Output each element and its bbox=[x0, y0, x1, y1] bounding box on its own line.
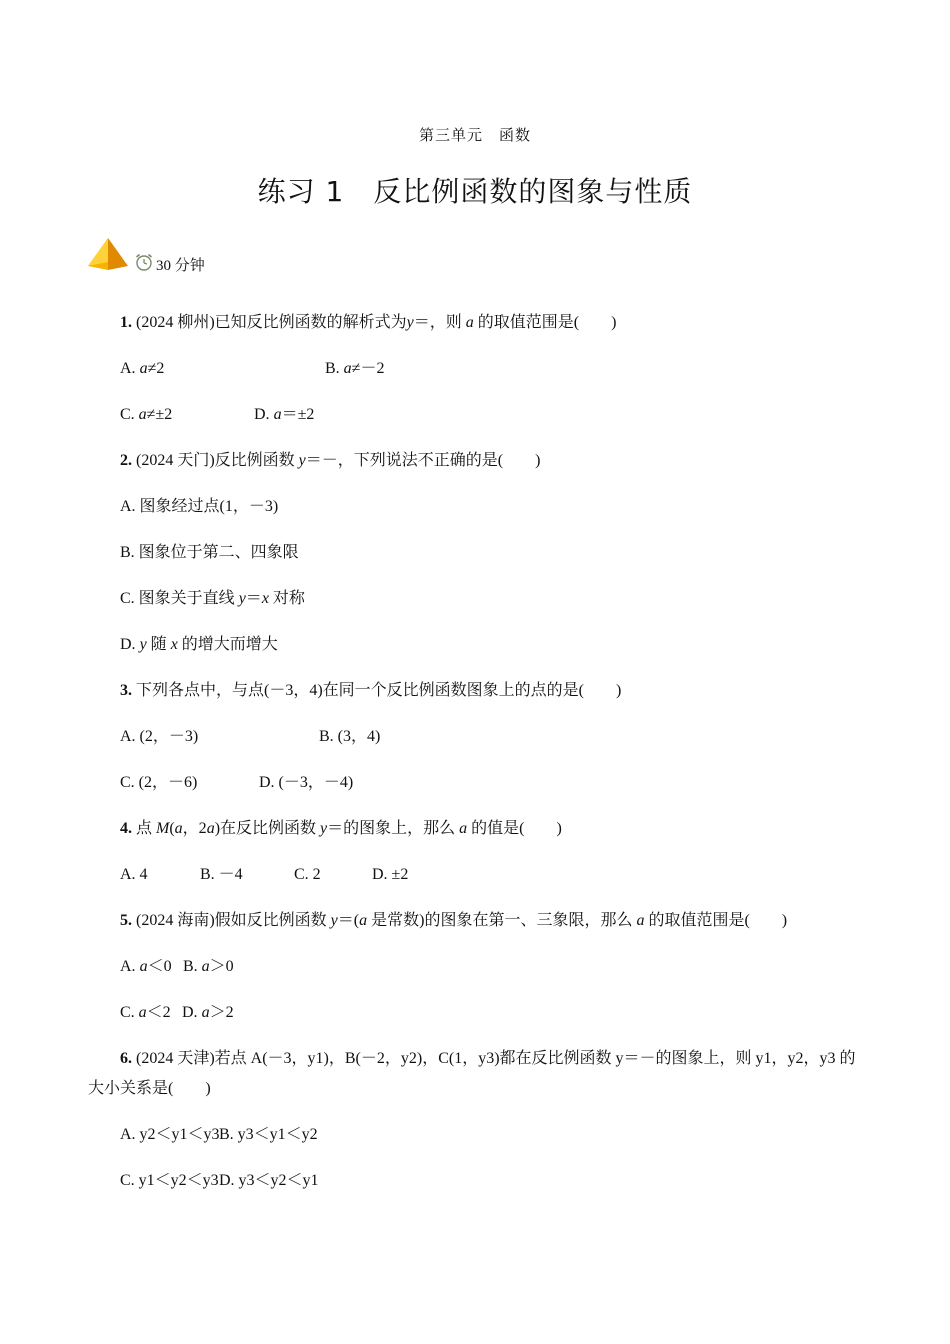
question-3 bbox=[120, 680, 621, 702]
question-number: 6. bbox=[120, 1050, 132, 1067]
option-b: B. －4 bbox=[200, 866, 243, 883]
option-c: C. y1＜y2＜y3 bbox=[120, 1172, 219, 1189]
var-y: y bbox=[406, 314, 414, 331]
option-a: A. a＜0 bbox=[120, 958, 172, 975]
time-limit: 30 分钟 bbox=[156, 258, 205, 274]
option-a: A. 4 bbox=[120, 866, 148, 883]
question-number: 1. bbox=[120, 314, 132, 331]
option-a: A. y2＜y1＜y3 bbox=[120, 1126, 220, 1143]
option-d: D. a＞2 bbox=[182, 1004, 234, 1021]
option-d: D. ±2 bbox=[372, 866, 409, 883]
question-text: 的取值范围是( ) bbox=[473, 314, 617, 331]
var-y: y bbox=[298, 452, 306, 469]
option-d: D. a＝±2 bbox=[254, 406, 315, 423]
alarm-clock-icon bbox=[134, 252, 154, 272]
question-text: 下列各点中，与点(－3，4)在同一个反比例函数图象上的点的是( ) bbox=[132, 682, 622, 699]
question-number: 3. bbox=[120, 682, 132, 699]
question-2 bbox=[120, 450, 540, 472]
option-a: A. a≠2 bbox=[120, 360, 165, 377]
option-b: B. a≠－2 bbox=[325, 360, 385, 377]
question-1 bbox=[120, 312, 616, 334]
question-text: (2024 柳州)已知反比例函数的解析式为 bbox=[132, 314, 407, 331]
option-a: A. (2，－3) bbox=[120, 728, 199, 745]
option-d: D. y 随 x 的增大而增大 bbox=[120, 636, 278, 653]
question-number: 4. bbox=[120, 820, 132, 837]
option-d: D. (－3，－4) bbox=[259, 774, 354, 791]
question-5: 5. (2024 海南)假如反比例函数 y＝(a 是常数)的图象在第一、三象限，那么 a 的取值范围是( ) bbox=[120, 912, 788, 929]
option-c: C. 2 bbox=[294, 866, 321, 883]
option-c: C. 图象关于直线 y＝x 对称 bbox=[120, 590, 305, 607]
option-d: D. y3＜y2＜y1 bbox=[219, 1172, 319, 1189]
question-4: 4. 点 M(a，2a)在反比例函数 y＝的图象上，那么 a 的值是( ) bbox=[120, 820, 562, 837]
option-c: C. (2，－6) bbox=[120, 774, 198, 791]
question-text: ＝，则 bbox=[413, 314, 466, 331]
option-b: B. 图象位于第二、四象限 bbox=[120, 544, 299, 561]
option-c: C. a＜2 bbox=[120, 1004, 171, 1021]
unit-heading: 第三单元 函数 bbox=[418, 128, 531, 144]
question-text: (2024 天津)若点 A(－3，y1)，B(－2，y2)，C(1，y3)都在反比例函数 y＝－的图象上，则 y1，y2，y3 的 bbox=[132, 1050, 856, 1067]
page-title: 练习 1 反比例函数的图象与性质 bbox=[257, 175, 693, 208]
option-c: C. a≠±2 bbox=[120, 406, 173, 423]
question-number: 2. bbox=[120, 452, 132, 469]
option-a: A. 图象经过点(1，－3) bbox=[120, 498, 279, 515]
question-6-continued: 大小关系是( ) bbox=[88, 1080, 211, 1097]
question-text: ＝－，下列说法不正确的是( ) bbox=[305, 452, 541, 469]
question-6 bbox=[120, 1048, 856, 1070]
option-b: B. y3＜y1＜y2 bbox=[219, 1126, 318, 1143]
option-b: B. (3，4) bbox=[319, 728, 381, 745]
question-text: (2024 天门)反比例函数 bbox=[132, 452, 299, 469]
question-number: 5. bbox=[120, 912, 132, 929]
var-a: a bbox=[465, 314, 474, 331]
pyramid-icon bbox=[86, 236, 130, 272]
option-b: B. a＞0 bbox=[183, 958, 234, 975]
